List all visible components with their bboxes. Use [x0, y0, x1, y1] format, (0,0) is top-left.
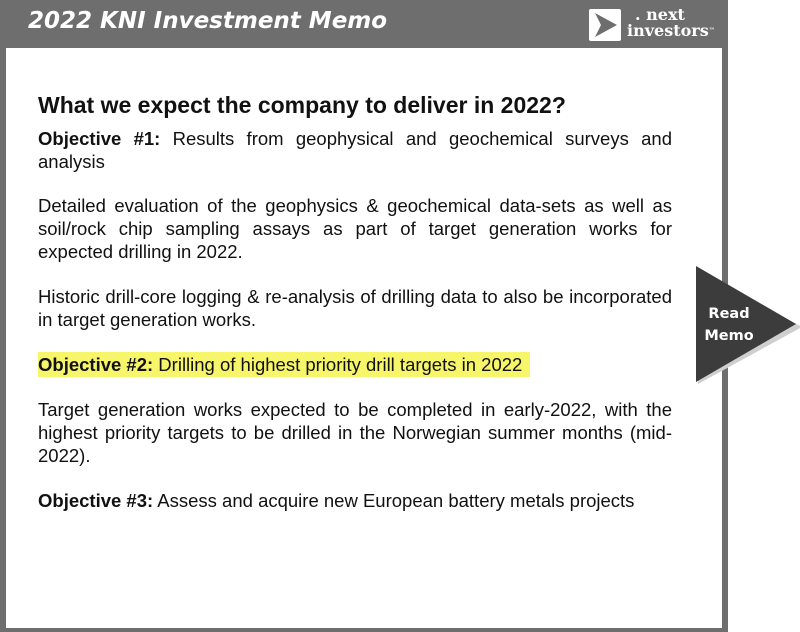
objective-1: [38, 127, 672, 173]
paragraph-evaluation: Detailed evaluation of the geophysics & geochemical data-sets as well as soil/rock chip sampling assays as part of target generation works for expected drilling in 2022.: [38, 195, 672, 262]
objective-2: [38, 353, 672, 376]
objective-3-text: Assess and acquire new European battery metals projects: [153, 490, 635, 511]
next-investors-logo: [589, 7, 725, 43]
objective-3-label: Objective #3:: [38, 490, 154, 511]
logo-line-2: [627, 23, 715, 39]
objective-1-text: Results from geophysical and geochemical surveys and analysis: [38, 128, 672, 172]
logo-line-1: . next: [635, 5, 685, 24]
logo-wordmark: [627, 7, 715, 39]
read-memo-line-2: Memo: [704, 328, 754, 344]
header-bar: [0, 0, 728, 48]
read-memo-button[interactable]: [696, 266, 796, 382]
memo-title: 2022 KNI Investment Memo: [28, 8, 388, 34]
objective-2-label: Objective #2:: [38, 354, 154, 375]
paragraph-target-generation: Target generation works expected to be completed in early-2022, with the highest priority targets to be drilled in the Norwegian summer months (mid-2022).: [38, 399, 672, 466]
logo-trademark: ™: [708, 27, 715, 34]
page-heading: What we expect the company to deliver in 2022?: [38, 92, 566, 118]
objective-3: [38, 489, 672, 512]
objective-1-label: Objective #1:: [38, 128, 161, 149]
memo-document: [38, 92, 672, 534]
next-investors-logo-icon: [589, 9, 621, 41]
paragraph-historic-logging: Historic drill-core logging & re-analysis of drilling data to also be incorporated in target generation works.: [38, 286, 672, 330]
objective-2-text: Drilling of highest priority drill targets in 2022: [153, 354, 523, 375]
objective-2-highlight: [38, 352, 530, 377]
read-memo-line-1: Read: [708, 306, 750, 322]
logo-line-2-text: investors: [627, 21, 709, 40]
